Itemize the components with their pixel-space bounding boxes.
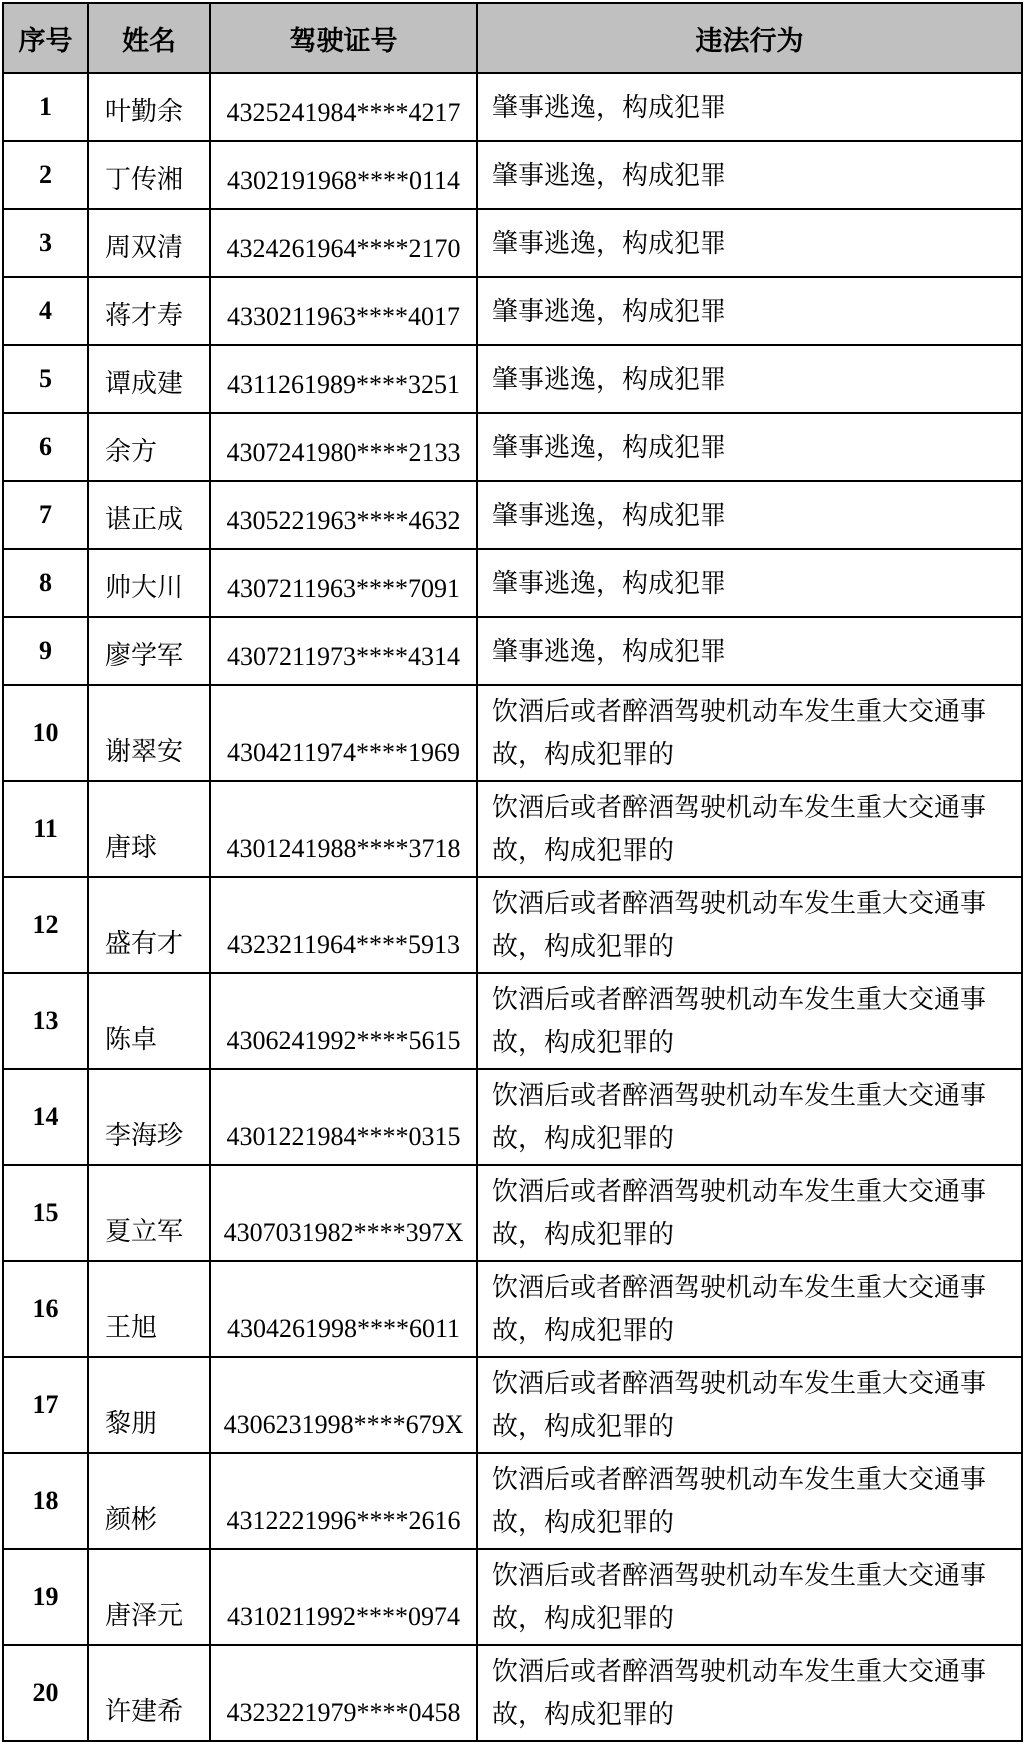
index-cell: 4 xyxy=(3,277,88,345)
name-cell: 叶勤余 xyxy=(88,73,210,141)
violation-cell: 饮酒后或者醉酒驾驶机动车发生重大交通事故，构成犯罪的 xyxy=(477,877,1022,973)
table-row xyxy=(3,877,1022,973)
name-cell: 夏立军 xyxy=(88,1165,210,1261)
license-cell: 4301221984****0315 xyxy=(210,1069,477,1165)
violation-cell: 肇事逃逸，构成犯罪 xyxy=(477,617,1022,685)
index-cell: 2 xyxy=(3,141,88,209)
license-cell: 4325241984****4217 xyxy=(210,73,477,141)
license-cell: 4301241988****3718 xyxy=(210,781,477,877)
violation-cell: 饮酒后或者醉酒驾驶机动车发生重大交通事故，构成犯罪的 xyxy=(477,1261,1022,1357)
license-cell: 4324261964****2170 xyxy=(210,209,477,277)
name-cell: 盛有才 xyxy=(88,877,210,973)
license-cell: 4304261998****6011 xyxy=(210,1261,477,1357)
table-header xyxy=(3,3,1022,73)
table-row xyxy=(3,549,1022,617)
table-row xyxy=(3,413,1022,481)
license-cell: 4310211992****0974 xyxy=(210,1549,477,1645)
index-cell: 16 xyxy=(3,1261,88,1357)
name-cell: 唐泽元 xyxy=(88,1549,210,1645)
table-row xyxy=(3,345,1022,413)
name-cell: 帅大川 xyxy=(88,549,210,617)
license-cell: 4306241992****5615 xyxy=(210,973,477,1069)
table-row xyxy=(3,1357,1022,1453)
table-row xyxy=(3,1549,1022,1645)
table-row xyxy=(3,1645,1022,1741)
index-cell: 9 xyxy=(3,617,88,685)
index-cell: 14 xyxy=(3,1069,88,1165)
name-cell: 谌正成 xyxy=(88,481,210,549)
table-row xyxy=(3,973,1022,1069)
index-cell: 6 xyxy=(3,413,88,481)
name-cell: 王旭 xyxy=(88,1261,210,1357)
name-cell: 周双清 xyxy=(88,209,210,277)
index-cell: 7 xyxy=(3,481,88,549)
violation-cell: 饮酒后或者醉酒驾驶机动车发生重大交通事故，构成犯罪的 xyxy=(477,1165,1022,1261)
index-cell: 17 xyxy=(3,1357,88,1453)
license-cell: 4302191968****0114 xyxy=(210,141,477,209)
violation-cell: 饮酒后或者醉酒驾驶机动车发生重大交通事故，构成犯罪的 xyxy=(477,685,1022,781)
name-cell: 颜彬 xyxy=(88,1453,210,1549)
license-cell: 4307031982****397X xyxy=(210,1165,477,1261)
header-cell-license: 驾驶证号 xyxy=(210,3,477,73)
header-cell-name: 姓名 xyxy=(88,3,210,73)
table-row xyxy=(3,277,1022,345)
violation-cell: 肇事逃逸，构成犯罪 xyxy=(477,141,1022,209)
violation-cell: 饮酒后或者醉酒驾驶机动车发生重大交通事故，构成犯罪的 xyxy=(477,781,1022,877)
index-cell: 19 xyxy=(3,1549,88,1645)
license-cell: 4312221996****2616 xyxy=(210,1453,477,1549)
license-cell: 4323221979****0458 xyxy=(210,1645,477,1741)
name-cell: 许建希 xyxy=(88,1645,210,1741)
violation-cell: 饮酒后或者醉酒驾驶机动车发生重大交通事故，构成犯罪的 xyxy=(477,1357,1022,1453)
name-cell: 丁传湘 xyxy=(88,141,210,209)
table-row xyxy=(3,1453,1022,1549)
table-row xyxy=(3,617,1022,685)
name-cell: 廖学军 xyxy=(88,617,210,685)
violation-cell: 饮酒后或者醉酒驾驶机动车发生重大交通事故，构成犯罪的 xyxy=(477,1069,1022,1165)
header-cell-violation: 违法行为 xyxy=(477,3,1022,73)
table-row xyxy=(3,1069,1022,1165)
index-cell: 10 xyxy=(3,685,88,781)
violation-cell: 饮酒后或者醉酒驾驶机动车发生重大交通事故，构成犯罪的 xyxy=(477,1453,1022,1549)
violation-cell: 饮酒后或者醉酒驾驶机动车发生重大交通事故，构成犯罪的 xyxy=(477,1645,1022,1741)
name-cell: 谭成建 xyxy=(88,345,210,413)
index-cell: 3 xyxy=(3,209,88,277)
name-cell: 李海珍 xyxy=(88,1069,210,1165)
name-cell: 黎朋 xyxy=(88,1357,210,1453)
violation-cell: 饮酒后或者醉酒驾驶机动车发生重大交通事故，构成犯罪的 xyxy=(477,1549,1022,1645)
index-cell: 8 xyxy=(3,549,88,617)
index-cell: 18 xyxy=(3,1453,88,1549)
table-row xyxy=(3,73,1022,141)
name-cell: 余方 xyxy=(88,413,210,481)
license-cell: 4306231998****679X xyxy=(210,1357,477,1453)
license-cell: 4305221963****4632 xyxy=(210,481,477,549)
license-cell: 4323211964****5913 xyxy=(210,877,477,973)
violation-cell: 肇事逃逸，构成犯罪 xyxy=(477,209,1022,277)
name-cell: 陈卓 xyxy=(88,973,210,1069)
index-cell: 5 xyxy=(3,345,88,413)
name-cell: 唐球 xyxy=(88,781,210,877)
license-cell: 4311261989****3251 xyxy=(210,345,477,413)
index-cell: 1 xyxy=(3,73,88,141)
table-row xyxy=(3,141,1022,209)
license-cell: 4307241980****2133 xyxy=(210,413,477,481)
table-row xyxy=(3,481,1022,549)
table-row xyxy=(3,1165,1022,1261)
license-cell: 4307211963****7091 xyxy=(210,549,477,617)
index-cell: 15 xyxy=(3,1165,88,1261)
violation-cell: 肇事逃逸，构成犯罪 xyxy=(477,73,1022,141)
license-cell: 4330211963****4017 xyxy=(210,277,477,345)
name-cell: 谢翠安 xyxy=(88,685,210,781)
index-cell: 12 xyxy=(3,877,88,973)
violation-cell: 肇事逃逸，构成犯罪 xyxy=(477,413,1022,481)
table-row xyxy=(3,781,1022,877)
index-cell: 13 xyxy=(3,973,88,1069)
name-cell: 蒋才寿 xyxy=(88,277,210,345)
violation-cell: 肇事逃逸，构成犯罪 xyxy=(477,277,1022,345)
violations-table xyxy=(2,2,1023,1742)
violation-cell: 肇事逃逸，构成犯罪 xyxy=(477,549,1022,617)
header-row xyxy=(3,3,1022,73)
license-cell: 4304211974****1969 xyxy=(210,685,477,781)
violation-cell: 饮酒后或者醉酒驾驶机动车发生重大交通事故，构成犯罪的 xyxy=(477,973,1022,1069)
table-row xyxy=(3,685,1022,781)
violation-cell: 肇事逃逸，构成犯罪 xyxy=(477,345,1022,413)
license-cell: 4307211973****4314 xyxy=(210,617,477,685)
index-cell: 11 xyxy=(3,781,88,877)
table-row xyxy=(3,1261,1022,1357)
table-body xyxy=(3,73,1022,1741)
header-cell-index: 序号 xyxy=(3,3,88,73)
index-cell: 20 xyxy=(3,1645,88,1741)
table-row xyxy=(3,209,1022,277)
violation-cell: 肇事逃逸，构成犯罪 xyxy=(477,481,1022,549)
